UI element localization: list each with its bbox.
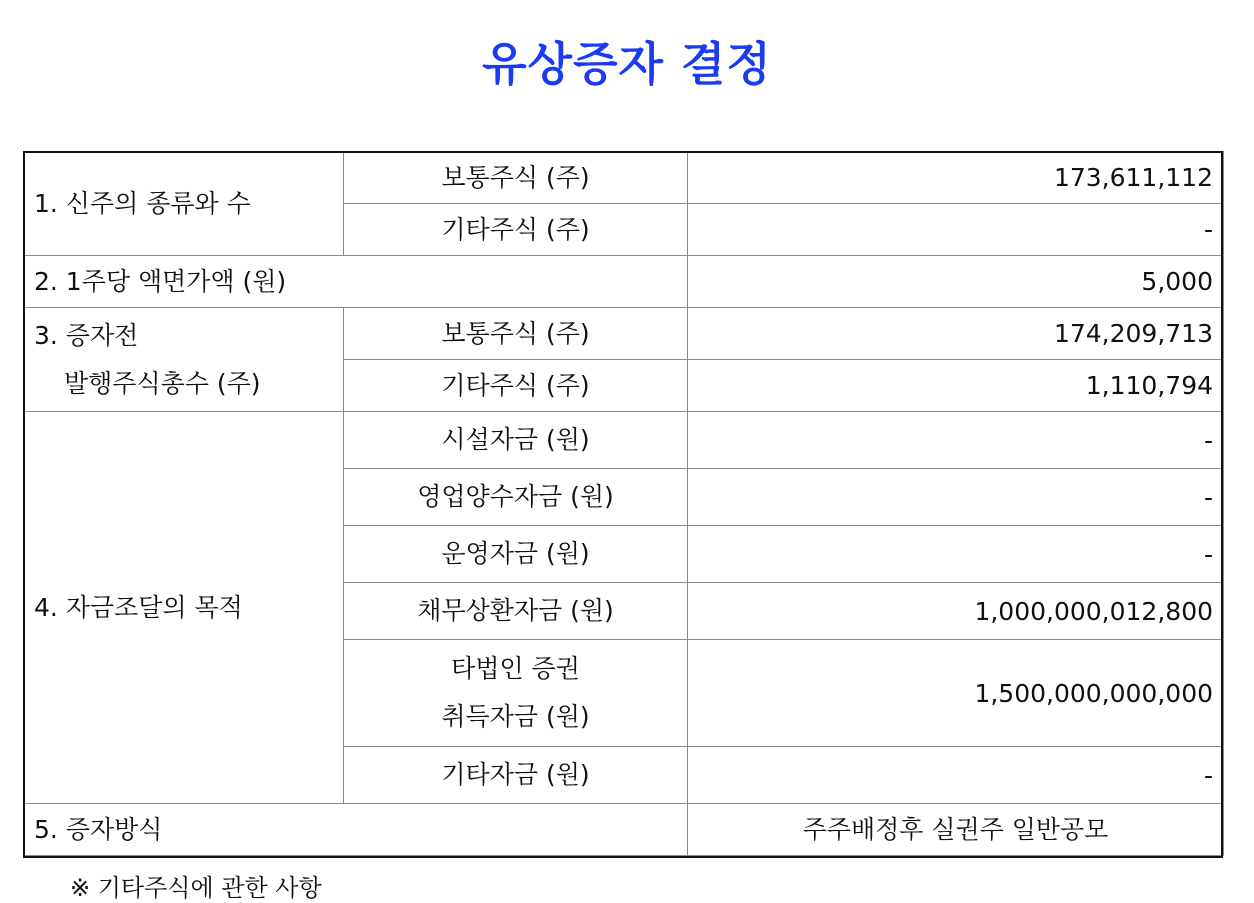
sub-label-common-shares: 보통주식 (주) <box>344 152 688 204</box>
value-debt-repayment-funds: 1,000,000,012,800 <box>688 583 1224 640</box>
row-label-par-value: 2. 1주당 액면가액 (원) <box>24 256 688 308</box>
sub-label-debt-repayment-funds: 채무상환자금 (원) <box>344 583 688 640</box>
value-securities-acquisition-funds: 1,500,000,000,000 <box>688 640 1224 747</box>
cut-off-note: ※ 기타주식에 관한 사항 <box>70 874 322 902</box>
row-label-line: 3. 증자전 <box>34 320 139 350</box>
sub-label-acquisition-funds: 영업양수자금 (원) <box>344 469 688 526</box>
sub-label-other-shares: 기타주식 (주) <box>344 360 688 412</box>
row-label-issue-method: 5. 증자방식 <box>24 804 688 856</box>
table-row <box>24 308 1224 360</box>
table-row <box>24 804 1224 856</box>
sub-label-line: 타법인 증권 <box>451 654 580 683</box>
row-label-new-shares: 1. 신주의 종류와 수 <box>24 152 344 256</box>
value-new-common-shares: 173,611,112 <box>688 152 1224 204</box>
sub-label-common-shares: 보통주식 (주) <box>344 308 688 360</box>
row-label-line: 발행주식총수 (주) <box>64 368 261 398</box>
sub-label-securities-acquisition-funds <box>344 640 688 747</box>
row-label-pre-issue-shares <box>24 308 344 412</box>
value-new-other-shares: - <box>688 204 1224 256</box>
page-title: 유상증자 결정 <box>482 37 772 91</box>
value-pre-common-shares: 174,209,713 <box>688 308 1224 360</box>
sub-label-other-shares: 기타주식 (주) <box>344 204 688 256</box>
sub-label-other-funds: 기타자금 (원) <box>344 747 688 804</box>
value-facility-funds: - <box>688 412 1224 469</box>
value-operating-funds: - <box>688 526 1224 583</box>
row-label-fund-purpose: 4. 자금조달의 목적 <box>24 412 344 804</box>
table-row <box>24 256 1224 308</box>
value-par-value: 5,000 <box>688 256 1224 308</box>
value-pre-other-shares: 1,110,794 <box>688 360 1224 412</box>
table-row <box>24 152 1224 204</box>
value-acquisition-funds: - <box>688 469 1224 526</box>
disclosure-table <box>23 151 1224 856</box>
sub-label-operating-funds: 운영자금 (원) <box>344 526 688 583</box>
sub-label-line: 취득자금 (원) <box>441 702 590 731</box>
value-issue-method: 주주배정후 실권주 일반공모 <box>688 804 1224 856</box>
value-other-funds: - <box>688 747 1224 804</box>
table-row <box>24 412 1224 469</box>
sub-label-facility-funds: 시설자금 (원) <box>344 412 688 469</box>
